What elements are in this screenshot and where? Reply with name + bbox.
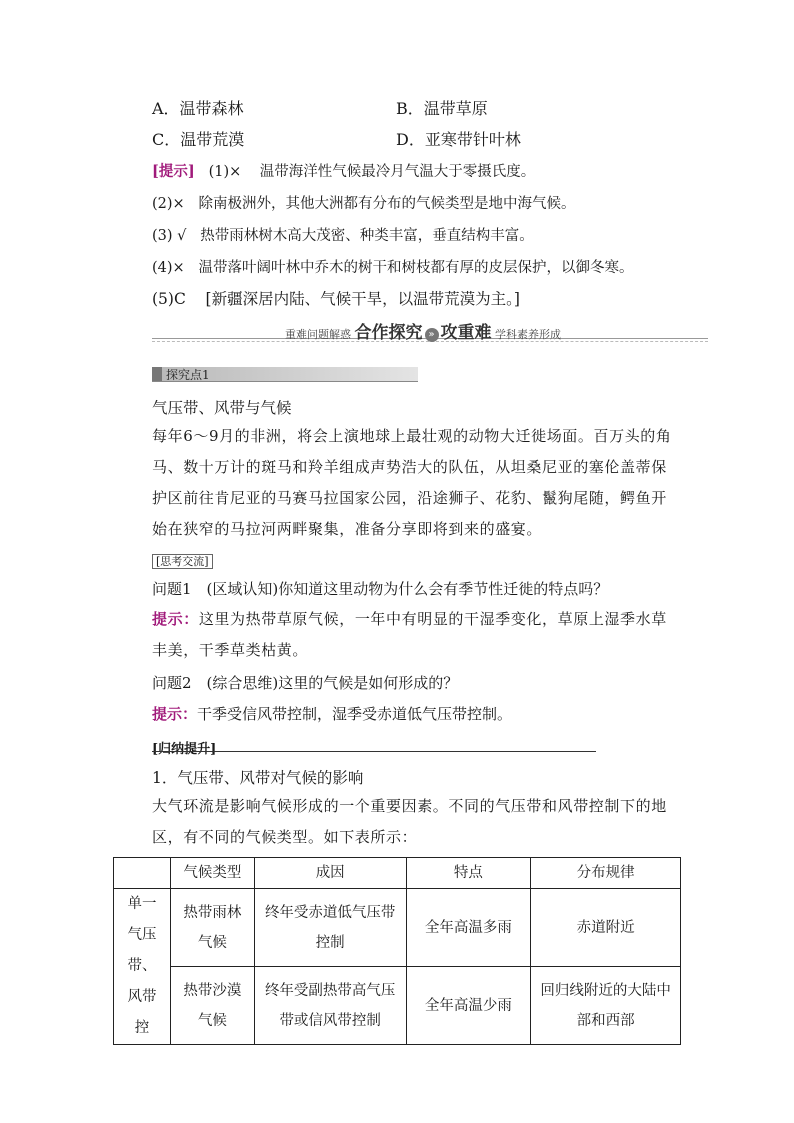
- hint-4-text: 温带落叶阔叶林中乔木的树干和树枝都有厚的皮层保护，以御冬寒。: [198, 260, 634, 276]
- table-cell-distribution: 赤道附近: [531, 889, 681, 967]
- banner-main-2: 攻重难: [440, 323, 492, 343]
- banner-main-1: 合作探究: [354, 323, 423, 343]
- hint-2: [152, 192, 576, 213]
- table-header-row: [114, 858, 681, 889]
- table-header-cell: [114, 858, 171, 889]
- hint-3-text: 热带雨林树木高大茂密、种类丰富，垂直结构丰富。: [200, 228, 534, 244]
- hint-5: [152, 287, 520, 309]
- hint-4-num: (4)×: [152, 260, 185, 276]
- answer-1-text: 这里为热带草原气候，一年中有明显的干湿季变化，草原上湿季水草丰美，干季草类枯黄。: [152, 610, 667, 659]
- chevron-right-icon: »: [425, 328, 439, 342]
- table-cell-feature: 全年高温少雨: [406, 967, 531, 1045]
- hint-1-num: (1)×: [208, 164, 242, 180]
- table-cell-cause: 终年受副热带高气压带或信风带控制: [254, 967, 406, 1045]
- table-cell-type: 热带雨林气候: [170, 889, 254, 967]
- summary-paragraph: 大气环流是影响气候形成的一个重要因素。不同的气压带和风带控制下的地区，有不同的气候类型。如下表所示：: [152, 797, 667, 846]
- hint-1-text: 温带海洋性气候最冷月气温大于零摄氏度。: [259, 164, 536, 180]
- table-row: [114, 889, 681, 967]
- option-d: D．亚寒带针叶林: [396, 130, 521, 149]
- climate-table: [113, 857, 681, 1045]
- option-a: A．温带森林: [152, 99, 244, 118]
- answer-1: [152, 604, 680, 666]
- banner-right: 学科素养形成: [495, 328, 561, 341]
- table-header-cell: 气候类型: [170, 858, 254, 889]
- option-c: C．温带荒漠: [152, 130, 245, 149]
- hint-3-num: (3) √: [152, 228, 187, 244]
- table-cell-type: 热带沙漠气候: [170, 967, 254, 1045]
- section-banner: [285, 318, 561, 343]
- option-b: B．温带草原: [396, 99, 488, 118]
- hint-3: [152, 224, 534, 245]
- summary-tag: [归纳提升]: [152, 742, 217, 757]
- row-group-label: 单一气压带、风带控: [114, 889, 171, 1045]
- hint-label: [提示]: [152, 163, 195, 180]
- table-header-cell: 特点: [406, 858, 531, 889]
- banner-left: 重难问题解惑: [285, 328, 351, 341]
- table-cell-cause: 终年受赤道低气压带控制: [254, 889, 406, 967]
- table-header-cell: 成因: [254, 858, 406, 889]
- table-cell-feature: 全年高温多雨: [406, 889, 531, 967]
- answer-2-text: 干季受信风带控制，湿季受赤道低气压带控制。: [197, 705, 513, 723]
- summary-rule: [152, 751, 596, 752]
- answer-2-label: 提示：: [152, 705, 198, 723]
- summary-heading: 1．气压带、风带对气候的影响: [152, 769, 364, 787]
- hint-1: [152, 160, 535, 181]
- answer-2: [152, 703, 512, 724]
- question-2: 问题2 (综合思维)这里的气候是如何形成的？: [152, 674, 459, 692]
- hint-5-text: [新疆深居内陆、气候干旱，以温带荒漠为主。]: [205, 290, 520, 308]
- question-1: 问题1 (区域认知)你知道这里动物为什么会有季节性迁徙的特点吗？: [152, 580, 609, 598]
- explore-title: 气压带、风带与气候: [152, 399, 292, 417]
- hint-2-num: (2)×: [152, 196, 185, 212]
- answer-1-label: 提示：: [152, 610, 199, 628]
- table-row: [114, 967, 681, 1045]
- think-tag: [思考交流]: [152, 554, 213, 569]
- explore-paragraph: 每年6～9月的非洲，将会上演地球上最壮观的动物大迁徙场面。百万头的角马、数十万计的斑马和羚羊组成声势浩大的队伍，从坦桑尼亚的塞伦盖蒂保护区前往肯尼亚的马赛马拉国家公园，沿途狮子、花豹、鬣狗尾随，鳄鱼开始在狭窄的马拉河两畔聚集，准备分享即将到来的盛宴。: [152, 427, 672, 538]
- hint-4: [152, 256, 634, 277]
- table-cell-distribution: 回归线附近的大陆中部和西部: [531, 967, 681, 1045]
- table-header-cell: 分布规律: [531, 858, 681, 889]
- explore-point-bar: [152, 367, 418, 382]
- hint-5-num: (5)C: [152, 290, 186, 308]
- explore-point-tag: 探究点1: [166, 368, 210, 382]
- hint-2-text: 除南极洲外，其他大洲都有分布的气候类型是地中海气候。: [198, 196, 576, 212]
